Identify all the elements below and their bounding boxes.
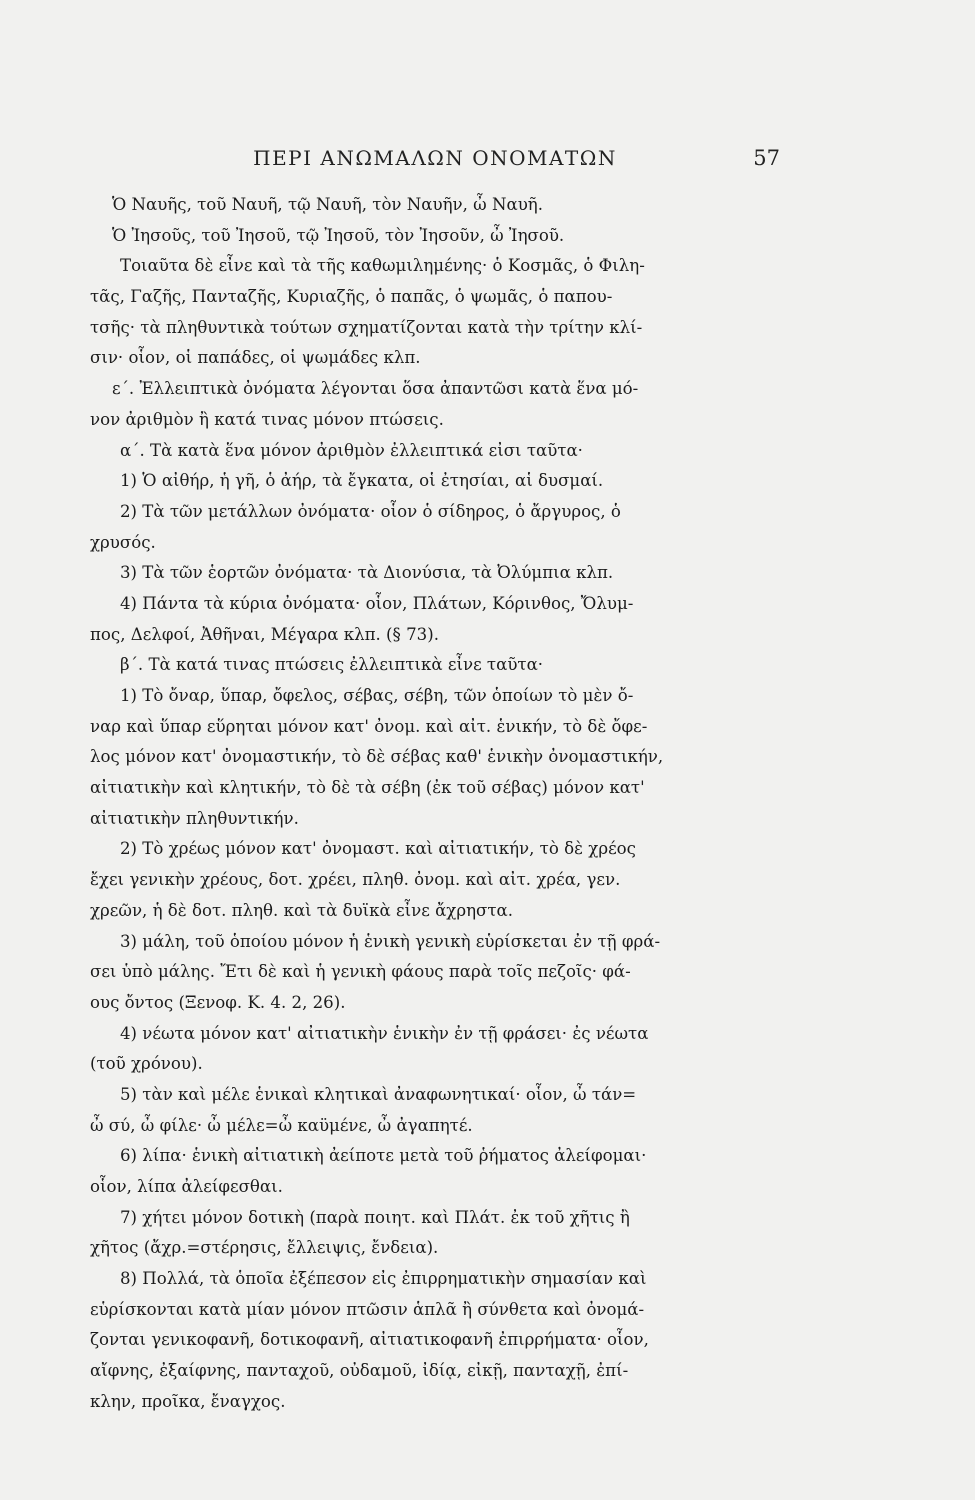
text-line: πος, Δελφοί, Ἀθῆναι, Μέγαρα κλπ. (§ 73). <box>90 624 439 644</box>
text-line: 2) Τὸ χρέως μόνον κατ' ὀνομαστ. καὶ αἰτιατικήν, τὸ δὲ χρέος <box>120 839 636 859</box>
text-line: 6) λίπα· ἑνικὴ αἰτιατικὴ ἀείποτε μετὰ τοῦ ῥήματος ἀλείφομαι· <box>120 1146 647 1166</box>
text-line: εὑρίσκονται κατὰ μίαν μόνον πτῶσιν ἁπλᾶ ἢ σύνθετα καὶ ὀνομά- <box>90 1299 645 1319</box>
text-line: σει ὑπὸ μάλης. Ἔτι δὲ καὶ ἡ γενικὴ φάους παρὰ τοῖς πεζοῖς· φά- <box>90 962 631 982</box>
text-line: χρεῶν, ἡ δὲ δοτ. πληθ. καὶ τὰ δυϊκὰ εἶνε ἄχρηστα. <box>90 900 514 920</box>
text-line: κλην, προῖκα, ἔναγχος. <box>90 1391 286 1411</box>
text-line: 4) Πάντα τὰ κύρια ὀνόματα· οἷον, Πλάτων, Κόρινθος, Ὄλυμ- <box>120 593 634 613</box>
text-line: ἔχει γενικὴν χρέους, δοτ. χρέει, πληθ. ὀνομ. καὶ αἰτ. χρέα, γεν. <box>90 870 621 890</box>
text-line: χρυσός. <box>90 532 156 552</box>
text-line: ους ὄντος (Ξενοφ. Κ. 4. 2, 26). <box>90 992 346 1012</box>
text-line: Ὁ Ἰησοῦς, τοῦ Ἰησοῦ, τῷ Ἰησοῦ, τὸν Ἰησοῦν, ὦ Ἰησοῦ. <box>112 225 565 245</box>
text-line: λος μόνον κατ' ὀνομαστικήν, τὸ δὲ σέβας καθ' ἑνικὴν ὀνομαστικήν, <box>90 747 664 767</box>
text-line: α΄. Τὰ κατὰ ἕνα μόνον ἀριθμὸν ἐλλειπτικά εἰσι ταῦτα· <box>120 440 583 460</box>
text-line: 8) Πολλά, τὰ ὁποῖα ἐξέπεσον εἰς ἐπιρρηματικὴν σημασίαν καὶ <box>120 1269 647 1289</box>
page-number: 57 <box>753 146 780 170</box>
text-line: Ὁ Ναυῆς, τοῦ Ναυῆ, τῷ Ναυῆ, τὸν Ναυῆν, ὦ Ναυῆ. <box>112 195 544 214</box>
text-line: 3) μάλη, τοῦ ὁποίου μόνον ἡ ἑνικὴ γενικὴ εὑρίσκεται ἐν τῇ φρά- <box>120 931 661 951</box>
text-line: β΄. Τὰ κατά τινας πτώσεις ἐλλειπτικὰ εἶνε ταῦτα· <box>120 655 544 675</box>
text-line: ναρ καὶ ὕπαρ εὕρηται μόνον κατ' ὀνομ. καὶ αἰτ. ἑνικήν, τὸ δὲ ὄφε- <box>90 716 648 736</box>
text-line: αἴφνης, ἐξαίφνης, πανταχοῦ, οὐδαμοῦ, ἰδίᾳ, εἰκῇ, πανταχῇ, ἐπί- <box>90 1361 629 1381</box>
text-line: αἰτιατικὴν πληθυντικήν. <box>90 808 299 828</box>
text-line: Τοιαῦτα δὲ εἶνε καὶ τὰ τῆς καθωμιλημένης· ὁ Κοσμᾶς, ὁ Φιλη- <box>120 256 645 276</box>
text-line: 1) Ὁ αἰθήρ, ἡ γῆ, ὁ ἀήρ, τὰ ἔγκατα, οἱ ἐτησίαι, αἱ δυσμαί. <box>120 471 604 491</box>
text-line: 3) Τὰ τῶν ἑορτῶν ὀνόματα· τὰ Διονύσια, τὰ Ὀλύμπια κλπ. <box>120 563 614 583</box>
text-line: 2) Τὰ τῶν μετάλλων ὀνόματα· οἷον ὁ σίδηρος, ὁ ἄργυρος, ὁ <box>120 501 621 521</box>
text-line: σιν· οἷον, οἱ παπάδες, οἱ ψωμάδες κλπ. <box>90 348 421 368</box>
text-line: 7) χήτει μόνον δοτικὴ (παρὰ ποιητ. καὶ Πλάτ. ἐκ τοῦ χῆτις ἢ <box>120 1207 630 1227</box>
page-header <box>90 146 780 176</box>
text-line: χῆτος (ἄχρ.=στέρησις, ἔλλειψις, ἔνδεια). <box>90 1238 439 1258</box>
text-line: ε΄. Ἐλλειπτικὰ ὀνόματα λέγονται ὅσα ἀπαντῶσι κατὰ ἕνα μό- <box>112 379 639 399</box>
text-line: 5) τὰν καὶ μέλε ἑνικαὶ κλητικαὶ ἀναφωνητικαί· οἷον, ὦ τάν= <box>120 1084 637 1104</box>
text-line: τᾶς, Γαζῆς, Πανταζῆς, Κυριαζῆς, ὁ παπᾶς, ὁ ψωμᾶς, ὁ παπου- <box>90 287 613 307</box>
text-line: ὦ σύ, ὦ φίλε· ὦ μέλε=ὦ καϋμένε, ὦ ἀγαπητέ. <box>90 1115 473 1135</box>
text-line: οἷον, λίπα ἀλείφεσθαι. <box>90 1177 283 1196</box>
text-line: νον ἀριθμὸν ἢ κατά τινας μόνον πτώσεις. <box>90 409 444 429</box>
body-text <box>90 190 780 1418</box>
text-line: ζονται γενικοφανῆ, δοτικοφανῆ, αἰτιατικοφανῆ ἐπιρρήματα· οἷον, <box>90 1330 649 1350</box>
text-line: (τοῦ χρόνου). <box>90 1054 203 1074</box>
text-line: αἰτιατικὴν καὶ κλητικήν, τὸ δὲ τὰ σέβη (ἐκ τοῦ σέβας) μόνον κατ' <box>90 778 645 798</box>
text-line: τσῆς· τὰ πληθυντικὰ τούτων σχηματίζονται κατὰ τὴν τρίτην κλί- <box>90 317 643 337</box>
text-line: 4) νέωτα μόνον κατ' αἰτιατικὴν ἑνικὴν ἐν τῇ φράσει· ἐς νέωτα <box>120 1023 649 1043</box>
running-head: ΠΕΡΙ ΑΝΩΜΑΛΩΝ ΟΝΟΜΑΤΩΝ <box>253 146 617 170</box>
text-line: 1) Τὸ ὄναρ, ὕπαρ, ὄφελος, σέβας, σέβη, τῶν ὁποίων τὸ μὲν ὄ- <box>120 686 634 705</box>
